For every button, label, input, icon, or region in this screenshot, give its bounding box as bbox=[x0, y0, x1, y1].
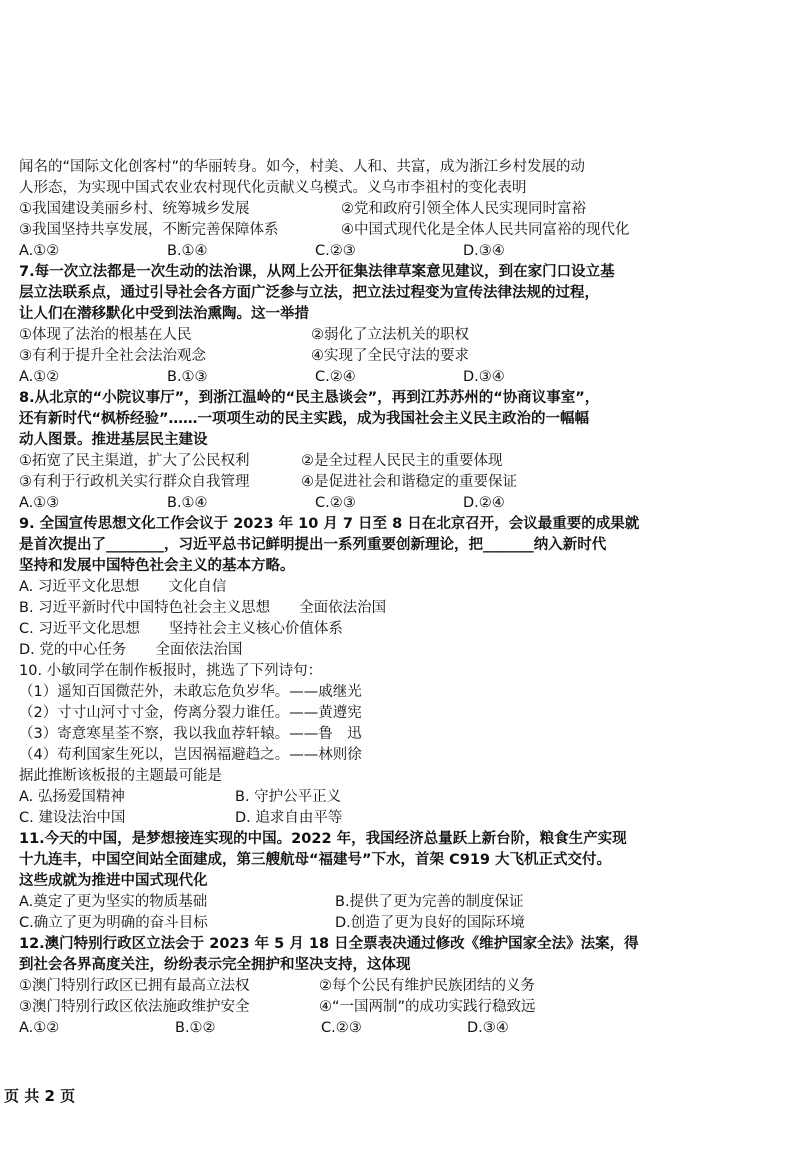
question-9 bbox=[19, 514, 779, 661]
q6-choices bbox=[19, 241, 779, 262]
q11-line-1: 11.今天的中国，是梦想接连实现的中国。2022 年，我国经济总量跃上新台阶，粮食生产实现 bbox=[19, 831, 627, 847]
q8-statement-row-1 bbox=[19, 451, 779, 472]
question-7 bbox=[19, 262, 779, 388]
q9-option-c[interactable]: C. 习近平文化思想 坚持社会主义核心价值体系 bbox=[19, 621, 343, 637]
question-list bbox=[19, 157, 779, 1039]
q9-line-1: 9. 全国宣传思想文化工作会议于 2023 年 10 月 7 日至 8 日在北京召开，会议最重要的成果就 bbox=[19, 516, 640, 532]
q6-statement-2: ②党和政府引领全体人民实现同时富裕 bbox=[341, 201, 586, 217]
q8-statement-4: ④是促进社会和谐稳定的重要保证 bbox=[301, 474, 517, 490]
q12-choice-d[interactable]: D.③④ bbox=[467, 1020, 509, 1036]
q12-choice-c[interactable]: C.②③ bbox=[321, 1020, 362, 1036]
q11-line-2: 十九连丰，中国空间站全面建成，第三艘航母“福建号”下水，首架 C919 大飞机正式交付。 bbox=[19, 852, 612, 868]
q10-option-a[interactable]: A. 弘扬爱国精神 bbox=[19, 789, 125, 805]
q6-statement-row-1 bbox=[19, 199, 779, 220]
q10-option-row-1 bbox=[19, 787, 779, 808]
q12-choice-b[interactable]: B.①② bbox=[175, 1020, 216, 1036]
q8-statement-1: ①拓宽了民主渠道，扩大了公民权利 bbox=[19, 453, 250, 469]
q7-line-2: 层立法联系点，通过引导社会各方面广泛参与立法，把立法过程变为宣传法律法规的过程， bbox=[19, 285, 599, 301]
q8-statement-row-2 bbox=[19, 472, 779, 493]
question-12 bbox=[19, 934, 779, 1039]
q6-statement-row-2 bbox=[19, 220, 779, 241]
q6-statement-1: ①我国建设美丽乡村、统筹城乡发展 bbox=[19, 201, 250, 217]
question-8 bbox=[19, 388, 779, 514]
q7-choice-a[interactable]: A.①② bbox=[19, 369, 60, 385]
q10-option-d[interactable]: D. 追求自由平等 bbox=[235, 810, 343, 826]
q12-choices bbox=[19, 1018, 779, 1039]
q8-statement-2: ②是全过程人民民主的重要体现 bbox=[301, 453, 503, 469]
q10-poem-3: （3）寄意寒星荃不察，我以我血荐轩辕。——鲁 迅 bbox=[19, 726, 362, 742]
q7-statement-row-2 bbox=[19, 346, 779, 367]
q12-statement-row-1 bbox=[19, 976, 779, 997]
q7-statement-2: ②弱化了立法机关的职权 bbox=[311, 327, 469, 343]
q7-statement-4: ④实现了全民守法的要求 bbox=[311, 348, 469, 364]
q12-line-2: 到社会各界高度关注，纷纷表示完全拥护和坚决支持，这体现 bbox=[19, 957, 411, 973]
q8-line-3: 动人图景。推进基层民主建设 bbox=[19, 432, 208, 448]
q9-option-a[interactable]: A. 习近平文化思想 文化自信 bbox=[19, 579, 227, 595]
q9-option-b[interactable]: B. 习近平新时代中国特色社会主义思想 全面依法治国 bbox=[19, 600, 387, 616]
question-10 bbox=[19, 661, 779, 829]
q7-line-3: 让人们在潜移默化中受到法治熏陶。这一举措 bbox=[19, 306, 309, 322]
q8-choices bbox=[19, 493, 779, 514]
q11-option-d[interactable]: D.创造了更为良好的国际环境 bbox=[335, 915, 525, 931]
q9-line-2: 是首次提出了________，习近平总书记鲜明提出一系列重要创新理论，把_______纳入新时代 bbox=[19, 537, 607, 553]
q6-statement-4: ④中国式现代化是全体人民共同富裕的现代化 bbox=[341, 222, 630, 238]
q12-statement-1: ①澳门特别行政区已拥有最高立法权 bbox=[19, 978, 250, 994]
q11-option-c[interactable]: C.确立了更为明确的奋斗目标 bbox=[19, 915, 208, 931]
q11-option-a[interactable]: A.奠定了更为坚实的物质基础 bbox=[19, 894, 208, 910]
q6-choice-c[interactable]: C.②③ bbox=[315, 243, 356, 259]
q10-poem-2: （2）寸寸山河寸寸金，侉离分裂力谁任。——黄遵宪 bbox=[19, 705, 362, 721]
q12-statement-4: ④“一国两制”的成功实践行稳致远 bbox=[319, 999, 536, 1015]
q6-choice-d[interactable]: D.③④ bbox=[463, 243, 505, 259]
q10-poem-4: （4）苟利国家生死以，岂因祸福避趋之。——林则徐 bbox=[19, 747, 362, 763]
q7-line-1: 7.每一次立法都是一次生动的法治课，从网上公开征集法律草案意见建议，到在家门口设立基 bbox=[19, 264, 615, 280]
page-footer: 页 共 2 页 bbox=[4, 1087, 76, 1105]
q6-statement-3: ③我国坚持共享发展，不断完善保障体系 bbox=[19, 222, 279, 238]
q7-statement-1: ①体现了法治的根基在人民 bbox=[19, 327, 192, 343]
q7-choice-b[interactable]: B.①③ bbox=[167, 369, 208, 385]
q7-choice-c[interactable]: C.②④ bbox=[315, 369, 356, 385]
q11-option-row-1 bbox=[19, 892, 779, 913]
q9-option-d[interactable]: D. 党的中心任务 全面依法治国 bbox=[19, 642, 243, 658]
q6-choice-b[interactable]: B.①④ bbox=[167, 243, 208, 259]
q6-line-2: 人形态，为实现中国式农业农村现代化贡献义乌模式。义乌市李祖村的变化表明 bbox=[19, 180, 527, 196]
q8-choice-b[interactable]: B.①④ bbox=[167, 495, 208, 511]
q10-option-row-2 bbox=[19, 808, 779, 829]
q8-choice-d[interactable]: D.②④ bbox=[463, 495, 505, 511]
q7-choice-d[interactable]: D.③④ bbox=[463, 369, 505, 385]
q11-line-3: 这些成就为推进中国式现代化 bbox=[19, 873, 208, 889]
q6-line-1: 闻名的“国际文化创客村”的华丽转身。如今，村美、人和、共富，成为浙江乡村发展的动 bbox=[19, 159, 586, 175]
q11-option-b[interactable]: B.提供了更为完善的制度保证 bbox=[335, 894, 524, 910]
q10-stem: 据此推断该板报的主题最可能是 bbox=[19, 768, 222, 784]
q12-statement-2: ②每个公民有维护民族团结的义务 bbox=[319, 978, 535, 994]
question-11 bbox=[19, 829, 779, 934]
q12-choice-a[interactable]: A.①② bbox=[19, 1020, 60, 1036]
q10-intro: 10. 小敏同学在制作板报时，挑选了下列诗句： bbox=[19, 663, 323, 679]
question-6 bbox=[19, 157, 779, 262]
q6-choice-a[interactable]: A.①② bbox=[19, 243, 60, 259]
q12-statement-3: ③澳门特别行政区依法施政维护安全 bbox=[19, 999, 250, 1015]
q8-statement-3: ③有利于行政机关实行群众自我管理 bbox=[19, 474, 250, 490]
q8-line-2: 还有新时代“枫桥经验”……一项项生动的民主实践，成为我国社会主义民主政治的一幅幅 bbox=[19, 411, 590, 427]
q10-option-b[interactable]: B. 守护公平正义 bbox=[235, 789, 342, 805]
q8-choice-a[interactable]: A.①③ bbox=[19, 495, 60, 511]
q8-choice-c[interactable]: C.②③ bbox=[315, 495, 356, 511]
q11-option-row-2 bbox=[19, 913, 779, 934]
q7-choices bbox=[19, 367, 779, 388]
q7-statement-row-1 bbox=[19, 325, 779, 346]
q12-line-1: 12.澳门特别行政区立法会于 2023 年 5 月 18 日全票表决通过修改《维护国家全法》法案，得 bbox=[19, 936, 639, 952]
q10-option-c[interactable]: C. 建设法治中国 bbox=[19, 810, 126, 826]
q12-statement-row-2 bbox=[19, 997, 779, 1018]
q8-line-1: 8.从北京的“小院议事厅”，到浙江温岭的“民主恳谈会”，再到江苏苏州的“协商议事室”， bbox=[19, 390, 600, 406]
q9-line-3: 坚持和发展中国特色社会主义的基本方略。 bbox=[19, 558, 295, 574]
q10-poem-1: （1）遥知百国微茫外，未敢忘危负岁华。——戚继光 bbox=[19, 684, 362, 700]
q7-statement-3: ③有利于提升全社会法治观念 bbox=[19, 348, 206, 364]
